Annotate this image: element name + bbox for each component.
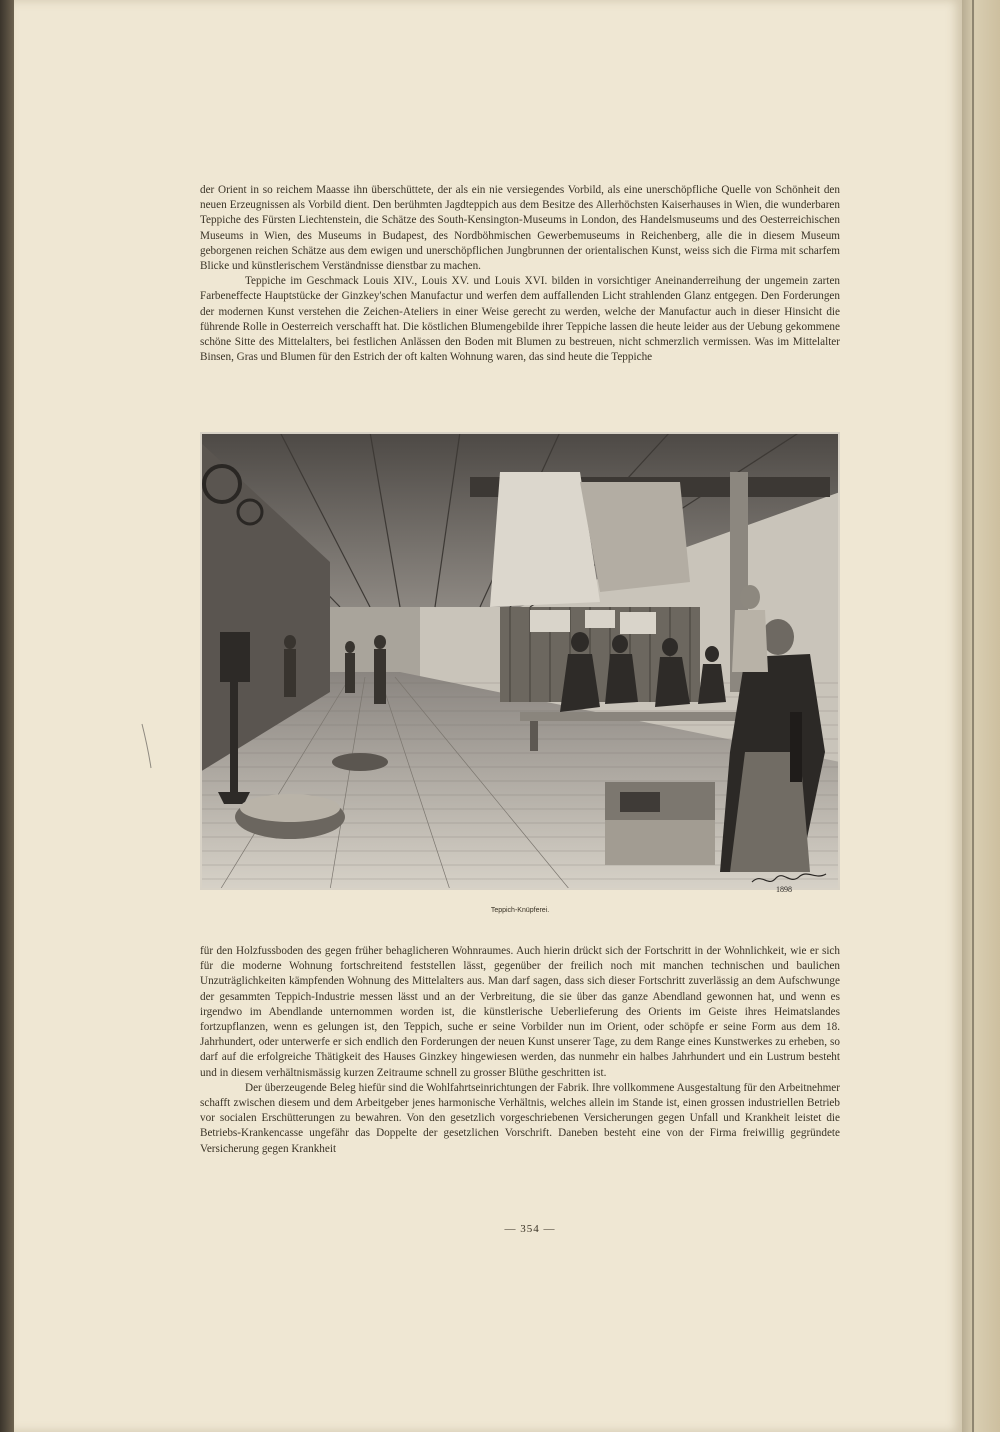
binding-strip [0,0,14,1432]
pencil-margin-mark [140,722,154,770]
signature-year: 1898 [776,885,792,894]
page-fold-line [972,0,974,1432]
figure-caption: Teppich-Knüpferei. [490,907,550,914]
page-number: — 354 — [504,1223,556,1235]
text-block-bottom [200,944,840,1157]
paragraph-1: der Orient in so reichem Maasse ihn überschüttete, der als ein nie versiegendes Vorbild, als eine unerschöpfliche Quelle von Schönheit den neuen Erzeugnissen als Vorbild dient. Den berühmten Jagdteppich aus dem Besitze des Allerhöchsten Kaiserhauses in Wien, die wunderbaren Teppiche des Fürsten Liechtenstein, die Schätze des South-Kensington-Museums in London, des Handelsmuseums und des Oesterreichischen Museums in Wien, des Museums in Budapest, des Nordböhmischen Gewerbemuseums in Reichenberg, alle die in diesem Museum geborgenen reichen Schätze aus dem ewigen und unerschöpflichen Jungbrunnen der orientalischen Kunst, weiss sich die Firma mit scharfem Blicke und künstlerischem Verständnisse dienstbar zu machen. [200,184,840,273]
text-block-top [200,183,840,365]
next-page-edge [962,0,1000,1432]
artist-signature [748,868,838,894]
factory-hall-engraving [200,432,840,890]
engraving-illustration [200,432,840,890]
paragraph-2: Teppiche im Geschmack Louis XIV., Louis XV. und Louis XVI. bilden in vorsichtiger Aneinanderreihung der ungemein zarten Farbeneffecte Hauptstücke der Ginzkey'schen Manufactur und werfen dem auffallenden Licht strahlenden Glanz entgegen. Den Forderungen der modernen Kunst verstehen die Zeichen-Ateliers in einer Weise gerecht zu werden, welche der Manufactur auch in dieser Hinsicht die führende Rolle in Oesterreich verschafft hat. Die köstlichen Blumengebilde ihrer Teppiche lassen die heute leider aus der Uebung gekommene schöne Sitte des Mittelalters, bei festlichen Anlässen den Boden mit Blumen zu bestreuen, nicht schmerzlich vermissen. Was im Mittelalter Binsen, Gras und Blumen für den Estrich der oft kalten Wohnung waren, das sind heute die Teppiche [200,275,840,364]
paragraph-4: Der überzeugende Beleg hiefür sind die Wohlfahrtseinrichtungen der Fabrik. Ihre vollkommene Ausgestaltung für den Arbeitnehmer schafft zwischen diesem und dem Arbeitgeber jenes harmonische Verhältnis, welches allein im Stande ist, einen grossen industriellen Betrieb vor socialen Erschütterungen zu bewahren. Von den gesetzlich vorgeschriebenen Versicherungen gegen Unfall und Krankheit leistet die Betriebs-Krankencasse ungefähr das Doppelte der gesetzlichen Vorschrift. Daneben besteht eine von der Firma freiwillig gegründete Versicherung gegen Krankheit [200,1081,840,1155]
paragraph-3: für den Holzfussboden des gegen früher behaglicheren Wohnraumes. Auch hierin drückt sich der Fortschritt in der Wohnlichkeit, wie er sich für die moderne Wohnung fortschreitend feststellen lässt, gegenüber der freilich noch mit manchen technischen und baulichen Unzuträglichkeiten kämpfenden Wohnung des Mittelalters aus. Man darf sagen, dass sich dieser Fortschritt zuverlässig an dem Aufschwunge der gesammten Teppich-Industrie messen lässt und an der Verbreitung, die sie über das ganze Abendland gewonnen hat, und wenn es irgendwo im Abendlande unternommen worden ist, die künstlerische Ueberlieferung des Orients im Geiste ihres Heimatslandes fortzupflanzen, wenn es gelungen ist, den Teppich, suche er seine Vorbilder nun im Orient, oder schöpfe er seine Form aus dem 18. Jahrhundert, oder unterwerfe er sich endlich den Forderungen der neuen Kunst unserer Tage, zu dem Range eines Kunstwerkes zu erheben, so darf auf die erfolgreiche Thätigkeit des Hauses Ginzkey hingewiesen werden, das nunmehr ein halbes Jahrhundert und ein Lustrum besteht und in diesem verhältnismässig kurzen Zeitraume schnell zu grosser Blüthe geschritten ist. [200,945,840,1079]
